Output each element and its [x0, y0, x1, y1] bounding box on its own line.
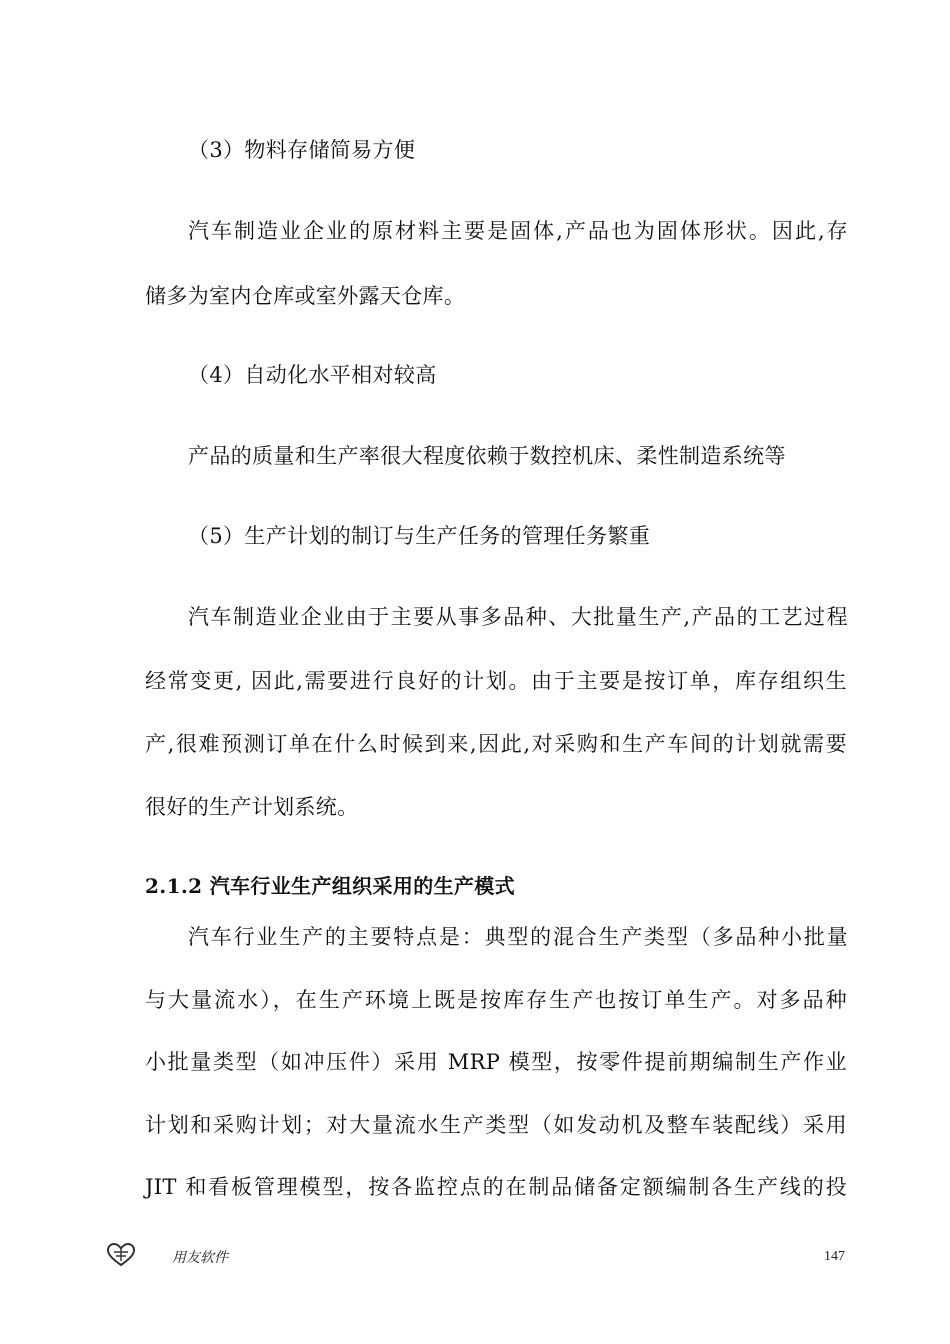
paragraph-line: 汽车行业生产的主要特点是：典型的混合生产类型（多品种小批量	[188, 925, 848, 949]
paragraph-line: 产,很难预测订单在什么时候到来,因此,对采购和生产车间的计划就需要	[145, 732, 847, 756]
paragraph-line: 汽车制造业企业的原材料主要是固体,产品也为固体形状。因此,存	[188, 219, 848, 243]
page-number: 147	[824, 1249, 845, 1264]
section-heading: 2.1.2 汽车行业生产组织采用的生产模式	[145, 874, 515, 898]
paragraph-line: JIT 和看板管理模型，按各监控点的在制品储备定额编制各生产线的投	[145, 1175, 847, 1199]
paragraph-line: 计划和采购计划；对大量流水生产类型（如发动机及整车装配线）采用	[145, 1113, 847, 1137]
subsection-title-4: （4）自动化水平相对较高	[188, 363, 437, 387]
paragraph-line: 小批量类型（如冲压件）采用 MRP 模型，按零件提前期编制生产作业	[145, 1050, 847, 1074]
paragraph-line: 储多为室内仓库或室外露天仓库。	[145, 284, 466, 308]
subsection-title-5: （5）生产计划的制订与生产任务的管理任务繁重	[188, 524, 651, 548]
paragraph-line: 汽车制造业企业由于主要从事多品种、大批量生产,产品的工艺过程	[188, 605, 848, 629]
company-name: 用友软件	[172, 1250, 228, 1266]
heart-logo-icon	[107, 1243, 135, 1267]
subsection-title-3: （3）物料存储简易方便	[188, 138, 416, 162]
paragraph-line: 经常变更, 因此,需要进行良好的计划。由于主要是按订单，库存组织生	[145, 669, 847, 693]
paragraph-line: 与大量流水），在生产环境上既是按库存生产也按订单生产。对多品种	[145, 988, 847, 1012]
paragraph-line: 很好的生产计划系统。	[145, 795, 359, 819]
paragraph-line: 产品的质量和生产率很大程度依赖于数控机床、柔性制造系统等	[188, 444, 786, 468]
